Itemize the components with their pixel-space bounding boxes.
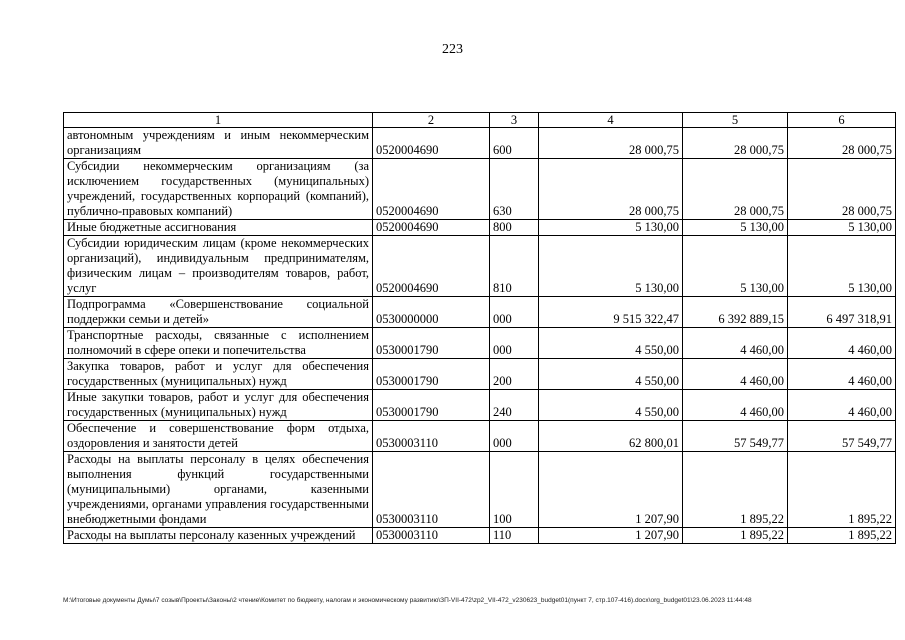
row-code-cell: 0520004690 — [373, 236, 490, 297]
row-code-cell: 0530003110 — [373, 528, 490, 544]
column-header: 6 — [788, 113, 896, 128]
row-value-col6: 5 130,00 — [788, 236, 896, 297]
row-code-cell: 0520004690 — [373, 128, 490, 159]
row-name-cell: Транспортные расходы, связанные с исполнением полномочий в сфере опеки и попечительства — [64, 328, 373, 359]
row-value-col5: 4 460,00 — [683, 390, 788, 421]
row-vr-cell: 100 — [490, 452, 539, 528]
row-name-cell: Субсидии некоммерческим организациям (за исключением государственных (муниципальных) учреждений, государственных корпораций (компаний), публично-правовых компаний) — [64, 159, 373, 220]
row-value-col5: 4 460,00 — [683, 359, 788, 390]
table-header-row — [64, 113, 896, 128]
table-row — [64, 159, 896, 220]
row-name-cell: Иные закупки товаров, работ и услуг для обеспечения государственных (муниципальных) нужд — [64, 390, 373, 421]
row-vr-cell: 110 — [490, 528, 539, 544]
row-value-col6: 28 000,75 — [788, 128, 896, 159]
row-vr-cell: 200 — [490, 359, 539, 390]
row-value-col5: 5 130,00 — [683, 236, 788, 297]
page-number: 223 — [442, 42, 463, 57]
row-code-cell: 0530003110 — [373, 421, 490, 452]
budget-table — [63, 112, 896, 544]
row-value-col6: 4 460,00 — [788, 328, 896, 359]
table-row — [64, 452, 896, 528]
row-value-col5: 1 895,22 — [683, 452, 788, 528]
column-header: 2 — [373, 113, 490, 128]
row-value-col4: 1 207,90 — [539, 528, 683, 544]
row-vr-cell: 600 — [490, 128, 539, 159]
row-value-col6: 4 460,00 — [788, 390, 896, 421]
row-value-col5: 1 895,22 — [683, 528, 788, 544]
table-row — [64, 128, 896, 159]
document-path-footer: M:\Итоговые документы Думы\7 созыв\Проекты\Законы\2 чтение\Комитет по бюджету, налогам и экономическому развитию\ЗП-VII-472\zp2_VII-472_v230623_budget01(пункт 7, стр.107-416).docx\org_budget01\23.06.2023 11:44:48 — [63, 597, 752, 604]
row-value-col6: 1 895,22 — [788, 528, 896, 544]
row-code-cell: 0530001790 — [373, 390, 490, 421]
row-name-cell: автономным учреждениям и иным некоммерческим организациям — [64, 128, 373, 159]
row-value-col5: 28 000,75 — [683, 128, 788, 159]
row-vr-cell: 000 — [490, 328, 539, 359]
table-row — [64, 297, 896, 328]
row-value-col5: 5 130,00 — [683, 220, 788, 236]
row-name-cell: Закупка товаров, работ и услуг для обеспечения государственных (муниципальных) нужд — [64, 359, 373, 390]
table-row — [64, 220, 896, 236]
table-row — [64, 236, 896, 297]
row-code-cell: 0530001790 — [373, 359, 490, 390]
table-row — [64, 421, 896, 452]
row-code-cell: 0520004690 — [373, 220, 490, 236]
table-row — [64, 528, 896, 544]
column-header: 1 — [64, 113, 373, 128]
table-row — [64, 328, 896, 359]
row-vr-cell: 800 — [490, 220, 539, 236]
column-header: 3 — [490, 113, 539, 128]
row-value-col5: 4 460,00 — [683, 328, 788, 359]
column-header: 4 — [539, 113, 683, 128]
row-vr-cell: 000 — [490, 421, 539, 452]
row-name-cell: Иные бюджетные ассигнования — [64, 220, 373, 236]
row-value-col5: 57 549,77 — [683, 421, 788, 452]
row-value-col6: 57 549,77 — [788, 421, 896, 452]
row-value-col4: 4 550,00 — [539, 390, 683, 421]
row-value-col4: 28 000,75 — [539, 159, 683, 220]
row-vr-cell: 630 — [490, 159, 539, 220]
row-value-col6: 6 497 318,91 — [788, 297, 896, 328]
row-name-cell: Подпрограмма «Совершенствование социальной поддержки семьи и детей» — [64, 297, 373, 328]
row-value-col4: 4 550,00 — [539, 328, 683, 359]
row-value-col4: 1 207,90 — [539, 452, 683, 528]
row-vr-cell: 240 — [490, 390, 539, 421]
row-value-col4: 4 550,00 — [539, 359, 683, 390]
row-code-cell: 0530001790 — [373, 328, 490, 359]
row-value-col6: 1 895,22 — [788, 452, 896, 528]
row-name-cell: Расходы на выплаты персоналу в целях обеспечения выполнения функций государственными (муниципальными) органами, казенными учреждениями, органами управления государственными внебюджетными фондами — [64, 452, 373, 528]
row-code-cell: 0520004690 — [373, 159, 490, 220]
row-value-col6: 28 000,75 — [788, 159, 896, 220]
row-value-col6: 5 130,00 — [788, 220, 896, 236]
row-code-cell: 0530003110 — [373, 452, 490, 528]
row-value-col4: 5 130,00 — [539, 236, 683, 297]
row-value-col5: 6 392 889,15 — [683, 297, 788, 328]
row-value-col4: 28 000,75 — [539, 128, 683, 159]
row-name-cell: Расходы на выплаты персоналу казенных учреждений — [64, 528, 373, 544]
row-value-col4: 9 515 322,47 — [539, 297, 683, 328]
table-row — [64, 390, 896, 421]
row-value-col4: 5 130,00 — [539, 220, 683, 236]
row-name-cell: Обеспечение и совершенствование форм отдыха, оздоровления и занятости детей — [64, 421, 373, 452]
row-code-cell: 0530000000 — [373, 297, 490, 328]
column-header: 5 — [683, 113, 788, 128]
table-row — [64, 359, 896, 390]
row-name-cell: Субсидии юридическим лицам (кроме некоммерческих организаций), индивидуальным предпринимателям, физическим лицам – производителям товаров, работ, услуг — [64, 236, 373, 297]
row-value-col6: 4 460,00 — [788, 359, 896, 390]
row-vr-cell: 000 — [490, 297, 539, 328]
row-vr-cell: 810 — [490, 236, 539, 297]
row-value-col5: 28 000,75 — [683, 159, 788, 220]
row-value-col4: 62 800,01 — [539, 421, 683, 452]
